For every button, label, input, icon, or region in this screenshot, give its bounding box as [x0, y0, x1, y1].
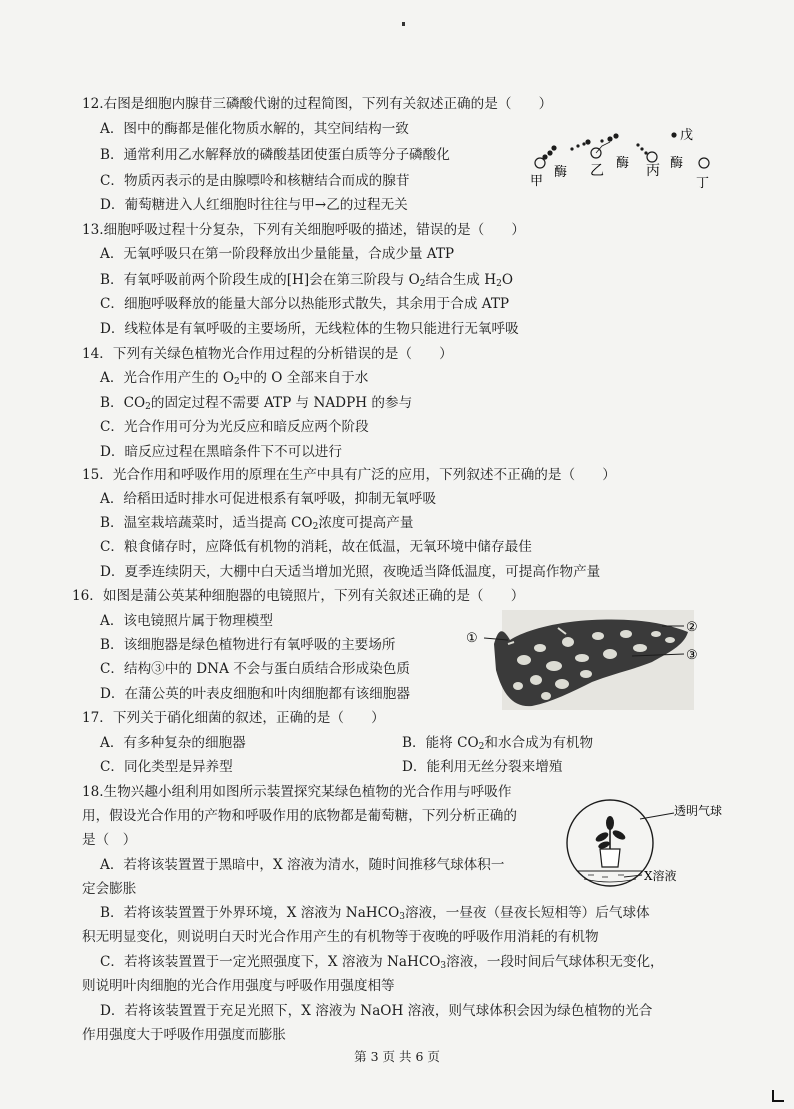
marker-3: ③	[686, 648, 698, 663]
q16-option-d: D．在蒲公英的叶表皮细胞和叶肉细胞都有该细胞器	[100, 686, 410, 702]
q14-stem: 14．下列有关绿色植物光合作用过程的分析错误的是（ ）	[82, 346, 453, 362]
atp-metabolism-diagram	[530, 125, 730, 195]
q18-option-b-line1: B．若将该装置置于外界环境，X 溶液为 NaHCO$_3$溶液，一昼夜（昼夜长短相等）后气球体	[100, 905, 650, 922]
q17-option-b: B．能将 $CO_2$和水合成为有机物	[402, 735, 594, 752]
q18-option-a-line1: A．若将该装置置于黑暗中，X 溶液为清水，随时间推移气球体积一	[100, 857, 505, 873]
q13-option-a: A．无氧呼吸只在第一阶段释放出少量能量，合成少量 ATP	[100, 246, 455, 262]
organelle-micrograph	[462, 610, 710, 710]
label-ding: 丁	[696, 176, 710, 191]
q12-option-c: C．物质丙表示的是由腺嘌呤和核糖结合而成的腺苷	[100, 173, 410, 189]
scan-speck	[402, 22, 405, 26]
q12-option-a: A．图中的酶都是催化物质水解的，其空间结构一致	[100, 121, 409, 137]
label-enzyme-1: 酶	[554, 165, 568, 180]
marker-1: ①	[466, 631, 478, 646]
q18-option-c-line2: 则说明叶肉细胞的光合作用强度与呼吸作用强度相等	[82, 978, 395, 994]
q13-option-c: C．细胞呼吸释放的能量大部分以热能形式散失，其余用于合成 ATP	[100, 296, 510, 312]
q12-option-b: B．通常利用乙水解释放的磷酸基团使蛋白质等分子磷酸化	[100, 147, 450, 163]
q17-stem: 17．下列关于硝化细菌的叙述，正确的是（ ）	[82, 710, 385, 726]
balloon-apparatus-diagram	[562, 795, 742, 905]
label-wu: 戊	[680, 128, 694, 143]
page-footer: 第 3 页 共 6 页	[354, 1049, 440, 1064]
label-bing: 丙	[646, 163, 660, 179]
label-enzyme-2: 酶	[616, 156, 630, 171]
q16-option-c: C．结构③中的 DNA 不会与蛋白质结合形成染色质	[100, 661, 410, 677]
q15-option-a: A．给稻田适时排水可促进根系有氧呼吸，抑制无氧呼吸	[100, 491, 437, 507]
q13-stem: 13.细胞呼吸过程十分复杂，下列有关细胞呼吸的描述，错误的是（ ）	[82, 222, 526, 238]
label-x-solution: X溶液	[644, 869, 677, 883]
q15-option-b: B．温室栽培蔬菜时，适当提高 $CO_2$浓度可提高产量	[100, 515, 414, 532]
q18-stem-line2: 用，假设光合作用的产物和呼吸作用的底物都是葡萄糖，下列分析正确的	[82, 808, 517, 824]
q16-option-b: B．该细胞器是绿色植物进行有氧呼吸的主要场所	[100, 637, 396, 653]
q17-option-c: C．同化类型是异养型	[100, 759, 233, 775]
q15-stem: 15．光合作用和呼吸作用的原理在生产中具有广泛的应用，下列叙述不正确的是（ ）	[82, 467, 616, 483]
label-balloon: 透明气球	[674, 804, 723, 818]
label-enzyme-3: 酶	[670, 156, 684, 171]
label-yi: 乙	[590, 163, 604, 179]
q12-option-d: D．葡萄糖进入人红细胞时往往与甲→乙的过程无关	[100, 197, 408, 213]
q14-option-d: D．暗反应过程在黑暗条件下不可以进行	[100, 444, 342, 460]
q14-option-b: B．$CO_2$的固定过程不需要 ATP 与 NADPH 的参与	[100, 395, 413, 412]
marker-2: ②	[686, 620, 698, 635]
q18-option-d-line2: 作用强度大于呼吸作用强度而膨胀	[82, 1027, 286, 1043]
q14-option-c: C．光合作用可分为光反应和暗反应两个阶段	[100, 419, 369, 435]
q14-option-a: A．光合作用产生的 $O_2$中的 O 全部来自于水	[100, 370, 369, 387]
q18-stem-line3: 是（ ）	[82, 832, 137, 848]
q15-option-d: D．夏季连续阴天，大棚中白天适当增加光照，夜晚适当降低温度，可提高作物产量	[100, 564, 601, 580]
q18-option-b-line2: 积无明显变化，则说明白天时光合作用产生的有机物等于夜晚的呼吸作用消耗的有机物	[82, 929, 599, 945]
corner-mark	[772, 1090, 784, 1102]
q16-stem: 16．如图是蒲公英某种细胞器的电镜照片，下列有关叙述正确的是（ ）	[72, 588, 525, 604]
q18-option-d-line1: D．若将该装置置于充足光照下，X 溶液为 NaOH 溶液，则气球体积会因为绿色植物的光合	[100, 1003, 653, 1019]
q18-stem-line1: 18.生物兴趣小组利用如图所示装置探究某绿色植物的光合作用与呼吸作	[82, 784, 512, 800]
q13-option-b: B．有氧呼吸前两个阶段生成的[H]会在第三阶段与 $O_2$结合生成 $H_2O$	[100, 272, 513, 289]
q18-option-a-line2: 定会膨胀	[82, 881, 137, 897]
q17-option-a: A．有多种复杂的细胞器	[100, 735, 246, 751]
q17-option-d: D．能利用无丝分裂来增殖	[402, 759, 563, 775]
q12-stem: 12.右图是细胞内腺苷三磷酸代谢的过程简图，下列有关叙述正确的是（ ）	[82, 96, 553, 112]
q18-option-c-line1: C．若将该装置置于一定光照强度下，X 溶液为 NaHCO$_3$溶液，一段时间后气球体积无变化，	[100, 954, 664, 971]
q15-option-c: C．粮食储存时，应降低有机物的消耗，故在低温，无氧环境中储存最佳	[100, 539, 532, 555]
q13-option-d: D．线粒体是有氧呼吸的主要场所，无线粒体的生物只能进行无氧呼吸	[100, 321, 519, 337]
label-jia: 甲	[530, 174, 544, 189]
q16-option-a: A．该电镜照片属于物理模型	[100, 613, 273, 629]
